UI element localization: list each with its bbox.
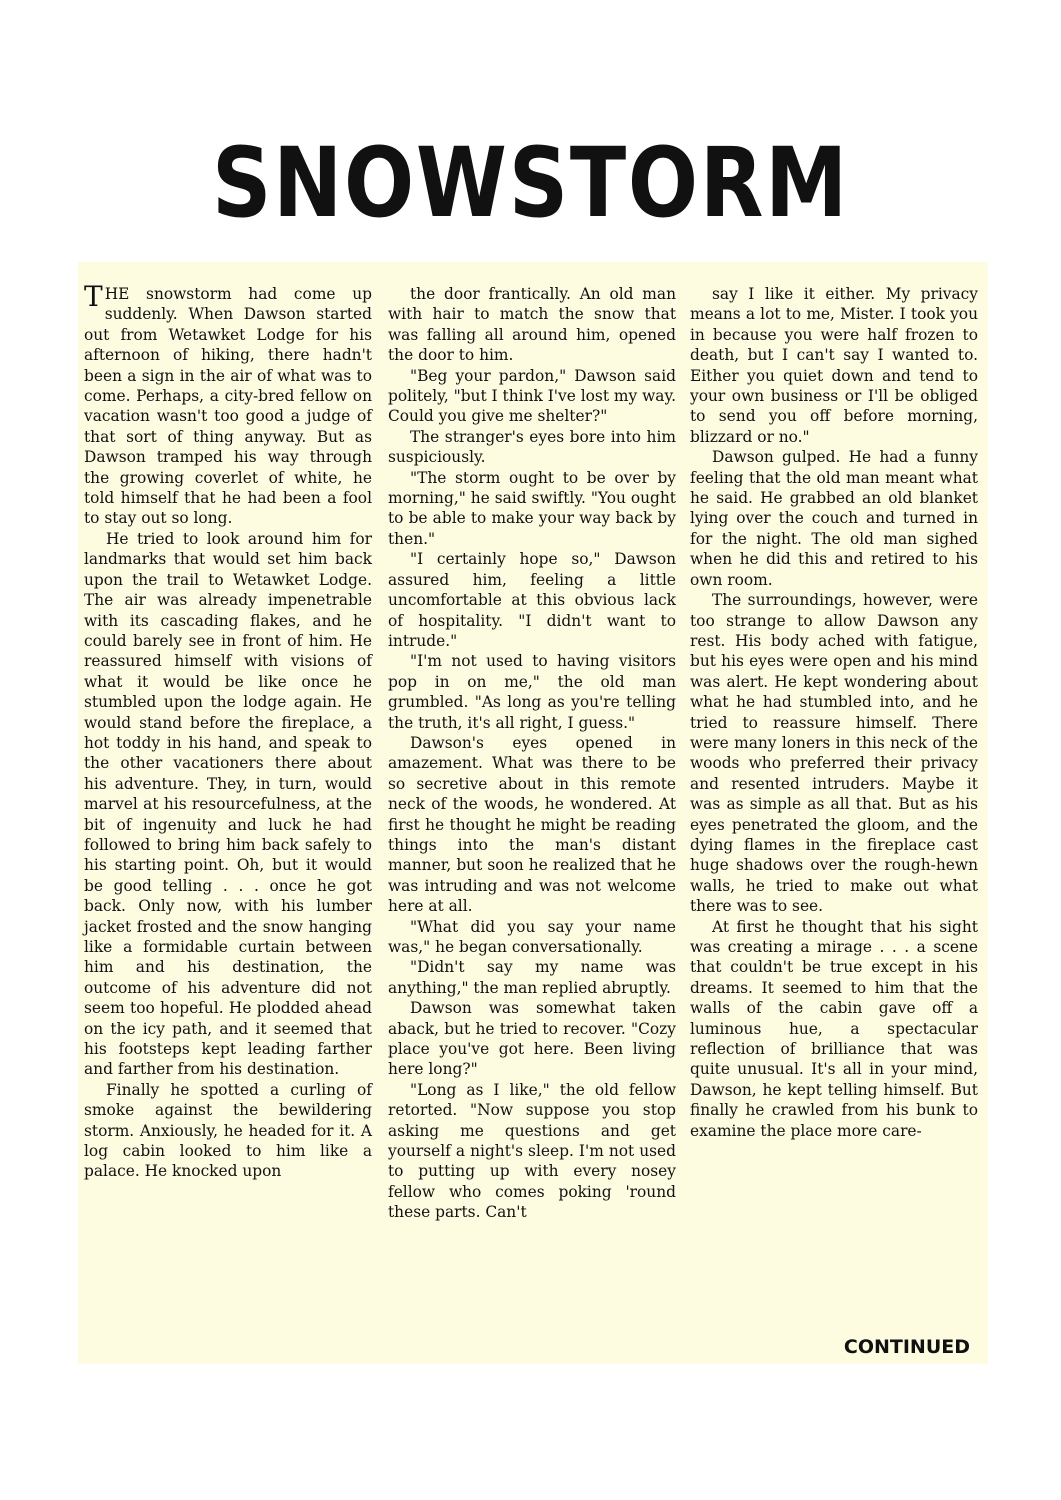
paragraph: "Long as I like," the old fellow retorted. "Now suppose you stop asking me questions and get yourself a night's sleep. I'm not used to putting up with every nosey fellow who comes poking 'round these parts. Can't	[388, 1080, 676, 1222]
paragraph	[84, 280, 372, 529]
page-title: SNOWSTORM	[212, 127, 849, 239]
paragraph: the door frantically. An old man with hair to match the snow that was falling all around him, opened the door to him.	[388, 285, 676, 365]
paragraph: The stranger's eyes bore into him suspiciously.	[388, 427, 676, 467]
paragraph: "Beg your pardon," Dawson said politely, "but I think I've lost my way. Could you give me shelter?"	[388, 366, 676, 426]
paragraph: Dawson gulped. He had a funny feeling that the old man meant what he said. He grabbed an old blanket lying over the couch and turned in for the night. The old man sighed when he did this and retired to his own room.	[690, 448, 978, 589]
text-column-3	[690, 284, 978, 1141]
paragraph: Dawson was somewhat taken aback, but he tried to recover. "Cozy place you've got here. Been living here long?"	[388, 999, 676, 1079]
paragraph: Dawson's eyes opened in amazement. What was there to be so secretive about in this remote neck of the woods, he wondered. At first he thought he might be reading things into the man's distant manner, but soon he realized that he was intruding and was not welcome here at all.	[388, 733, 676, 916]
paragraph: "Didn't say my name was anything," the man replied abruptly.	[388, 958, 676, 997]
paragraph: "The storm ought to be over by morning," he said swiftly. "You ought to be able to make your way back by then."	[388, 468, 676, 548]
text-column-2	[388, 284, 676, 1223]
paragraph: "I'm not used to having visitors pop in on me," the old man grumbled. "As long as you're telling the truth, it's all right, I guess."	[388, 652, 676, 732]
paragraph: At first he thought that his sight was creating a mirage . . . a scene that couldn't be true except in his dreams. It seemed to him that the walls of the cabin gave off a luminous hue, a spectacular reflection of brilliance that was quite unusual. It's all in your mind, Dawson, he kept telling himself. But finally he crawled from his bunk to examine the place more care-	[690, 917, 978, 1140]
paragraph-rest: HE snowstorm had come up suddenly. When Dawson started out from Wetawket Lodge for his afternoon of hiking, there hadn't been a sign in the air of what was to come. Perhaps, a city-bred fellow on vacation wasn't too good a judge of that sort of thing anyway. But as Dawson tramped his way through the growing coverlet of white, he told himself that he had been a fool to stay out so long.	[84, 285, 372, 528]
paragraph: He tried to look around him for landmarks that would set him back upon the trail to Wetawket Lodge. The air was already impenetrable with its cascading flakes, and he could barely see in front of him. He reassured himself with visions of what it would be like once he stumbled upon the lodge again. He would stand before the fireplace, a hot toddy in his hand, and speak to the other vacationers there about his adventure. They, in turn, would marvel at his resourcefulness, at the bit of ingenuity and luck he had followed to bring him back safely to his starting point. Oh, but it would be good telling . . . once he got back. Only now, with his lumber jacket frosted and the snow hanging like a formidable curtain between him and his destination, the outcome of his adventure did not seem too hopeful. He plodded ahead on the icy path, and it seemed that his footsteps kept leading farther and farther from his destination.	[84, 529, 372, 1079]
story-panel	[78, 262, 988, 1364]
paragraph: "I certainly hope so," Dawson assured him, feeling a little uncomfortable at this obvious lack of hospitality. "I didn't want to intrude."	[388, 550, 676, 650]
paragraph: The surroundings, however, were too strange to allow Dawson any rest. His body ached with fatigue, but his eyes were open and his mind was alert. He kept wondering about what he had stumbled into, and he tried to reassure himself. There were many loners in this neck of the woods who preferred their privacy and resented intruders. Maybe it was as simple as all that. But as his eyes penetrated the gloom, and the dying flames in the fireplace cast huge shadows over the rough-hewn walls, he tried to make out what there was to see.	[690, 591, 978, 916]
text-column-1	[84, 280, 372, 1182]
paragraph: Finally he spotted a curling of smoke against the bewildering storm. Anxiously, he headed for it. A log cabin looked to him like a palace. He knocked upon	[84, 1080, 372, 1181]
continued-label: CONTINUED	[843, 1336, 970, 1358]
drop-cap: T	[84, 280, 103, 313]
paragraph: "What did you say your name was," he began conversationally.	[388, 917, 676, 956]
paragraph: say I like it either. My privacy means a lot to me, Mister. I took you in because you were half frozen to death, but I can't say I wanted to. Either you quiet down and tend to your own business or I'll be obliged to send you off before morning, blizzard or no."	[690, 285, 978, 446]
